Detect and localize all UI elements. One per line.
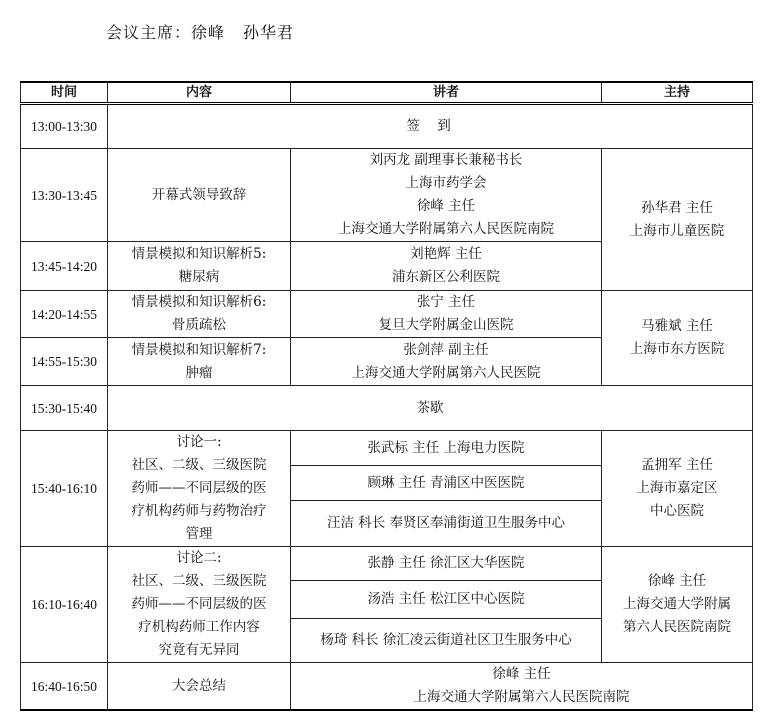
- host-line: 孙华君 主任: [641, 199, 713, 216]
- speaker-line: 刘艳辉 主任: [410, 246, 482, 262]
- speaker-cell: [291, 291, 602, 338]
- speaker-cell: 汤浩 主任 松江区中心医院: [291, 581, 602, 619]
- content-cell: [108, 291, 291, 338]
- content-line: 情景模拟和知识解析7:: [131, 341, 267, 358]
- content-line: 药师——不同层级的医: [131, 596, 267, 612]
- content-line: 疗机构药师与药物治疗: [131, 503, 267, 519]
- table-row: [21, 104, 753, 149]
- content-line: 社区、二级、三级医院: [131, 457, 267, 473]
- host-cell: [602, 431, 753, 547]
- host-line: 马雅斌 主任: [641, 318, 713, 334]
- content-line: 究竟有无异同: [158, 642, 240, 658]
- speaker-line: 上海交通大学附属第六人民医院南院: [413, 689, 630, 705]
- speaker-cell: [291, 149, 602, 242]
- table-row: [21, 291, 753, 338]
- time-cell: 13:00-13:30: [21, 104, 108, 149]
- speaker-cell: 张静 主任 徐汇区大华医院: [291, 547, 602, 581]
- table-row: [21, 431, 753, 466]
- content-line: 糖尿病: [178, 269, 220, 285]
- time-cell: 14:55-15:30: [21, 338, 108, 386]
- time-cell: 13:45-14:20: [21, 242, 108, 291]
- host-line: 上海市东方医院: [629, 341, 725, 357]
- host-line: 孟拥军 主任: [641, 457, 713, 473]
- speaker-cell: 汪洁 科长 奉贤区奉浦街道卫生服务中心: [291, 501, 602, 547]
- table-row: [21, 386, 753, 431]
- speaker-line: 复旦大学附属金山医院: [378, 317, 514, 333]
- content-cell: 大会总结: [108, 663, 291, 711]
- table-row: [21, 149, 753, 242]
- schedule-table: [20, 81, 753, 711]
- content-line: 情景模拟和知识解析6:: [131, 294, 267, 310]
- time-cell: 15:30-15:40: [21, 386, 108, 431]
- host-line: 第六人民医院南院: [623, 619, 731, 635]
- speaker-line: 浦东新区公利医院: [392, 269, 500, 285]
- content-cell: 开幕式领导致辞: [108, 149, 291, 242]
- content-cell: [108, 242, 291, 291]
- chairs-label: 会议主席：: [106, 23, 192, 42]
- table-row: [21, 663, 753, 711]
- content-line: 肿瘤: [185, 364, 213, 381]
- conference-chairs: [106, 20, 294, 43]
- time-cell: 14:20-14:55: [21, 291, 108, 338]
- header-host: 主持: [602, 82, 753, 104]
- speaker-cell: [291, 338, 602, 386]
- speaker-line: 张剑萍 副主任: [403, 341, 489, 358]
- time-cell: 16:10-16:40: [21, 547, 108, 663]
- speaker-line: 上海交通大学附属第六人民医院南院: [338, 221, 554, 237]
- content-line: 管理: [185, 526, 213, 542]
- time-cell: 13:30-13:45: [21, 149, 108, 242]
- host-cell: [602, 149, 753, 291]
- content-line: 疗机构药师工作内容: [138, 619, 260, 635]
- speaker-line: 张宁 主任: [416, 294, 476, 310]
- host-line: 上海市嘉定区: [636, 480, 718, 496]
- chair-name: 孙华君: [243, 23, 295, 42]
- table-row: [21, 547, 753, 581]
- host-line: 徐峰 主任: [647, 573, 707, 589]
- host-cell: [602, 547, 753, 663]
- speaker-cell: [291, 663, 753, 711]
- chair-name: 徐峰: [191, 23, 226, 42]
- host-line: 中心医院: [650, 503, 704, 519]
- speaker-line: 刘丙龙 副理事长兼秘书长: [369, 152, 523, 168]
- speaker-cell: 顾琳 主任 青浦区中医医院: [291, 466, 602, 501]
- time-cell: 15:40-16:10: [21, 431, 108, 547]
- time-cell: 16:40-16:50: [21, 663, 108, 711]
- host-line: 上海交通大学附属: [623, 596, 731, 612]
- header-speaker: 讲者: [291, 82, 602, 104]
- header-content: 内容: [108, 82, 291, 104]
- content-cell: [108, 338, 291, 386]
- tea-break-cell: 茶歇: [108, 386, 753, 431]
- sign-in-cell: 签 到: [108, 104, 753, 149]
- table-header-row: [21, 82, 753, 104]
- speaker-line: 徐峰 主任: [492, 666, 551, 682]
- speaker-line: 徐峰 主任: [416, 198, 476, 214]
- speaker-cell: [291, 242, 602, 291]
- content-line: 社区、二级、三级医院: [131, 573, 267, 589]
- host-line: 上海市儿童医院: [629, 222, 725, 239]
- content-line: 讨论一:: [176, 434, 222, 450]
- host-cell: [602, 291, 753, 386]
- header-time: 时间: [21, 82, 108, 104]
- speaker-cell: 杨琦 科长 徐汇凌云街道社区卫生服务中心: [291, 619, 602, 663]
- content-line: 情景模拟和知识解析5:: [131, 246, 267, 262]
- content-cell: [108, 547, 291, 663]
- content-line: 药师——不同层级的医: [131, 480, 267, 496]
- speaker-line: 上海交通大学附属第六人民医院: [351, 364, 541, 381]
- content-line: 骨质疏松: [172, 317, 226, 333]
- content-line: 讨论二:: [176, 550, 222, 566]
- content-cell: [108, 431, 291, 547]
- speaker-line: 上海市药学会: [405, 175, 487, 191]
- speaker-cell: 张武标 主任 上海电力医院: [291, 431, 602, 466]
